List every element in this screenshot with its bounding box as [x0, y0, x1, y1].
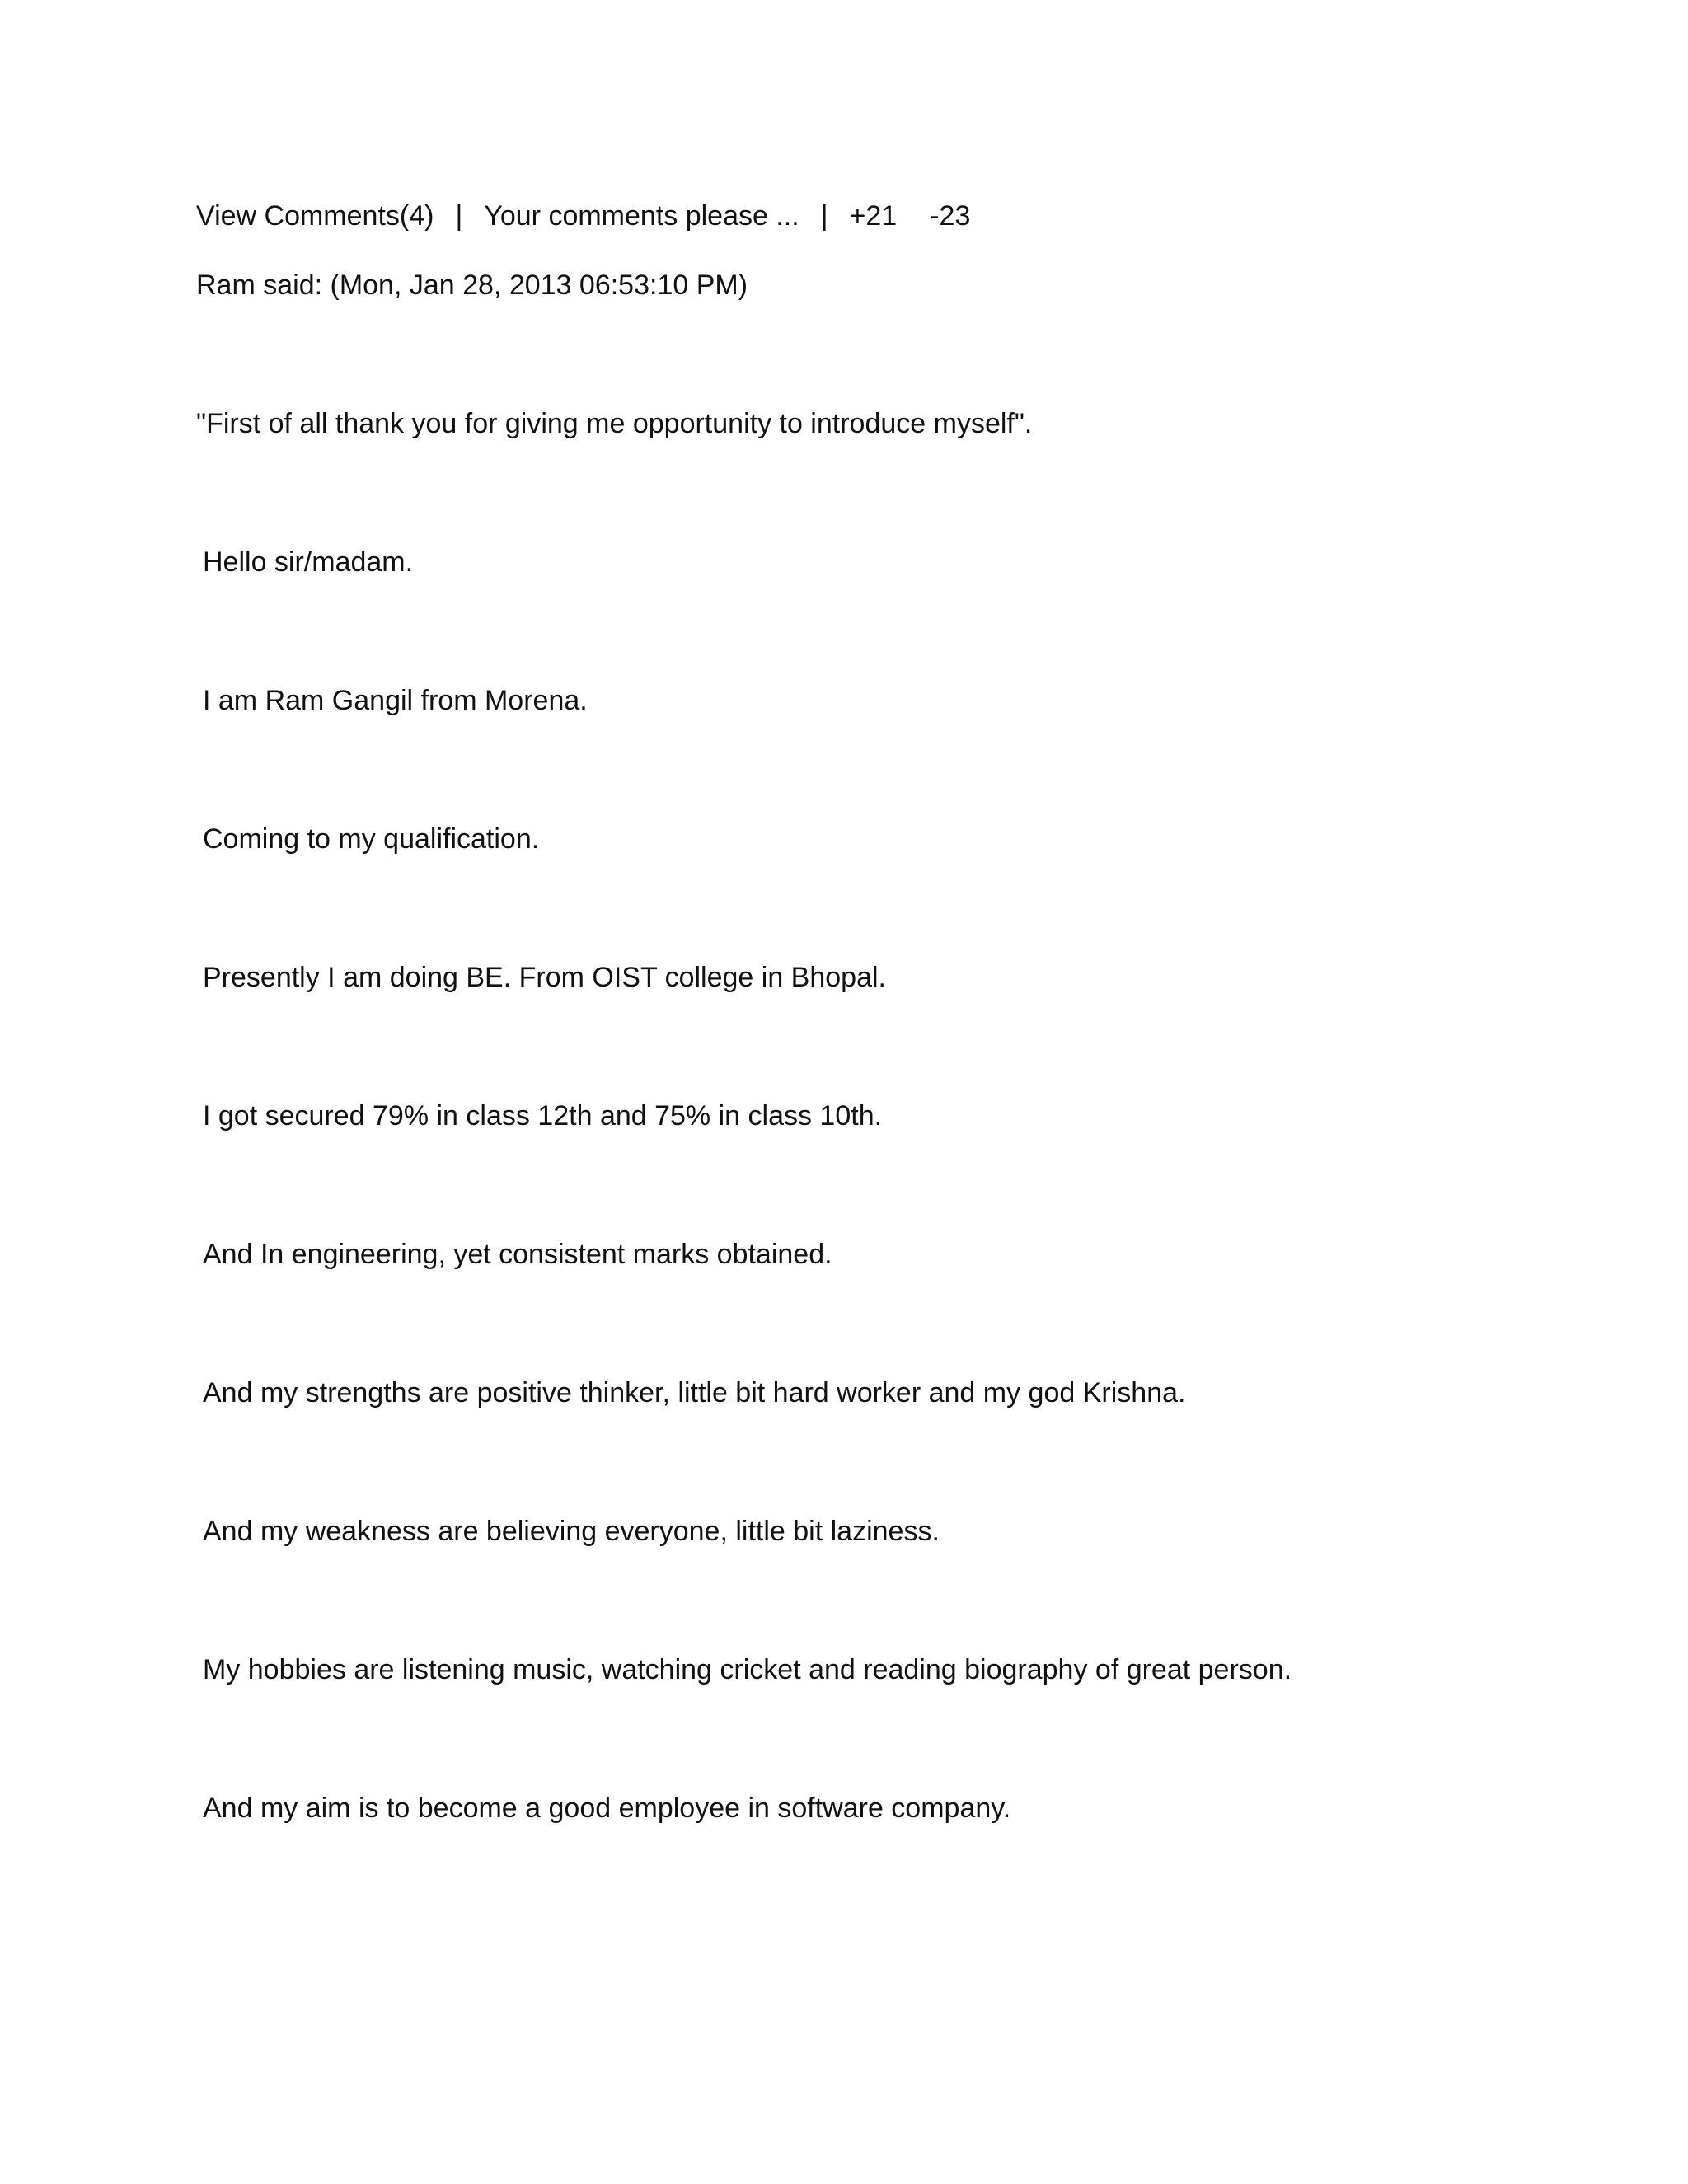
comment-paragraph: And my strengths are positive thinker, little bit hard worker and my god Krishna.	[203, 1377, 1186, 1408]
comment-paragraph: And In engineering, yet consistent marks obtained.	[203, 1239, 832, 1270]
comment-paragraph: My hobbies are listening music, watching cricket and reading biography of great person.	[203, 1654, 1292, 1685]
separator: |	[455, 200, 463, 232]
upvote-count[interactable]: +21	[849, 200, 898, 232]
comment-paragraph: Presently I am doing BE. From OIST college in Bhopal.	[203, 962, 886, 993]
comment-paragraph: I am Ram Gangil from Morena.	[203, 685, 588, 716]
comment-paragraph: And my aim is to become a good employee in software company.	[203, 1793, 1011, 1824]
comment-paragraph: I got secured 79% in class 12th and 75% in class 10th.	[203, 1100, 883, 1132]
comment-paragraph: "First of all thank you for giving me opportunity to introduce myself".	[196, 408, 1033, 439]
your-comments-link[interactable]: Your comments please ...	[484, 200, 799, 232]
comment-header: Ram said: (Mon, Jan 28, 2013 06:53:10 PM)	[196, 269, 748, 301]
comment-paragraph: Hello sir/madam.	[203, 546, 414, 578]
downvote-count[interactable]: -23	[930, 200, 971, 232]
comment-paragraph: And my weakness are believing everyone, little bit laziness.	[203, 1516, 940, 1547]
comment-toolbar	[196, 198, 970, 234]
separator: |	[820, 200, 828, 232]
view-comments-link[interactable]: View Comments(4)	[196, 200, 434, 232]
comment-paragraph: Coming to my qualification.	[203, 823, 540, 855]
